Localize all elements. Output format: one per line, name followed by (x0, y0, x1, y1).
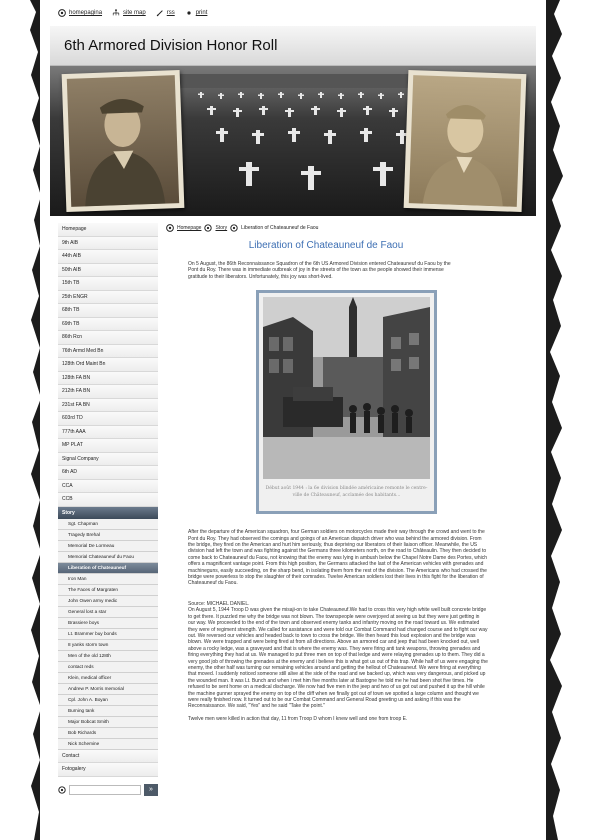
home-icon (58, 9, 66, 17)
sidebar-item[interactable]: 128th FA BN (58, 372, 158, 386)
site-header (50, 26, 536, 66)
sidebar-subitem[interactable]: contact reds (58, 662, 158, 673)
sidebar-search (58, 783, 158, 797)
sidebar-item[interactable]: Fotogalery (58, 763, 158, 777)
rss-icon (156, 9, 164, 17)
source-label: Source: MICHAEL DANIEL. (188, 600, 250, 607)
sidebar-subitem[interactable]: Memorial De Lormeau (58, 541, 158, 552)
sidebar-section-story[interactable]: Story (58, 507, 158, 519)
sidebar-nav (58, 223, 158, 797)
article-closing: Twelve men were killed in action that day, 11 from Troop D whom I knew well and one from troop E. (188, 715, 408, 722)
sidebar-subitem[interactable]: Sgt. Chapman (58, 519, 158, 530)
source-body: On August 5, 1944 Troop D was given the misaji-on to take Chateauneuf.We had to cross this very high white well built concrete bridge to get there. It puzzled me why the bridge was not blown. The townspeople were overjoyed at seeing us but they were just getting in our way. We proceeded to the end of the town and observed enemy tanks and infantry moving on the road toward us. We estimated they were of regiment strength. We called for assistance and were told our Combat Command had changed course and to fight our way out. We reversed our vehicles and headed back to town to cross the bridge. We then heard this loud explosion and the bridge was blown. We were trapped and were being fired at from all directions. Above an armored car and jeep that had been knocked out, well above a rocky ledge, was a graveyard and that is where the enemy was. They were firing anti tank weapons, throwing grenades and firing everything they had at us. We managed to put three men on top of that ledge and were relaying grenades up to them. They did a very good job of throwing the grenades at the enemy and i believe this is what got us out of this trap. While half of us were engaging the enemy, the other half was turning our remaining vehicles around and getting the hellout of Chateauneuf. We were firing at everything that moved. I suddenly noticed someone still alive at the side of the road and we backed up, which was very dangerous, and picked up the wounded man. It was Lt. Bunch and when i met him five months later at Bastogne he told me he had been shot five times. He refused to be sent home on a medical discharge. We now had five men in the jeep and two of us got out and pushed it up the hill while the machine gunner sprayed the enemy on top of the cliff when we finally got out of town we spotted a large column and thought we were really finished now. It turned out to be our Combat Command and General Road greeting us and asking if this was the Reconnaissance. We said, "Yes" and he said "Take the point." (188, 607, 488, 710)
print-icon (185, 9, 193, 17)
sidebar-item[interactable]: MP PLAT (58, 439, 158, 453)
site-title: 6th Armored Division Honor Roll (64, 37, 278, 54)
sidebar-item[interactable]: 25th ENGR (58, 291, 158, 305)
print-link[interactable] (185, 9, 208, 17)
sitemap-label: site map (123, 10, 146, 16)
page-body (40, 0, 546, 840)
search-button[interactable]: » (144, 784, 158, 796)
breadcrumb-homepage[interactable]: Homepage (177, 225, 202, 231)
breadcrumb-story[interactable]: Story (215, 225, 228, 231)
sidebar-item[interactable]: CCA (58, 480, 158, 494)
main-area (40, 223, 546, 840)
sidebar-subitem[interactable]: Major Bobcat Smith (58, 717, 158, 728)
homepagina-label: homepagina (69, 10, 103, 16)
sitemap-icon (112, 9, 120, 17)
sidebar-item[interactable]: 15th TB (58, 277, 158, 291)
liberation-street-photo (263, 297, 430, 479)
portrait-right-photo (404, 70, 527, 212)
sidebar-subitem[interactable]: Andrew P. Morris memorial (58, 684, 158, 695)
sidebar-subitem[interactable]: Iron Man (58, 574, 158, 585)
article-title: Liberation of Chateauneuf de Faou (248, 240, 404, 251)
sidebar-subitem[interactable]: Nick Schemine (58, 739, 158, 750)
utility-bar (40, 0, 546, 26)
sidebar-subitem[interactable]: Memorial Chateauneuf du Faou (58, 552, 158, 563)
separator-icon (230, 224, 238, 232)
sidebar-item[interactable]: 50th AIB (58, 264, 158, 278)
sidebar-subitem[interactable]: Klein, medical officer (58, 673, 158, 684)
article-content (166, 223, 488, 722)
portrait-left-photo (62, 70, 185, 212)
sidebar-item[interactable]: 69th TB (58, 318, 158, 332)
article-intro: On 5 August, the 86th Reconnaissance Squadron of the 6th US Armored Division entered Chateauneuf du Faou by the Pont du Roy. There was in immediate outbreak of joy in the streets of the town as the people showed their immense gratitude to their liberators. Unfortunately, this joy was short-lived. (188, 261, 451, 280)
sidebar-subitem[interactable]: Burning tank (58, 706, 158, 717)
sidebar-subitem[interactable]: Bob Richards (58, 728, 158, 739)
separator-icon (204, 224, 212, 232)
sidebar-item[interactable]: 86th Rcn (58, 331, 158, 345)
sidebar-item[interactable]: 603rd TD (58, 412, 158, 426)
torn-edge-right (546, 0, 594, 840)
article-body: After the departure of the American squadron, four German soldiers on motorcycles made their way through the crowd and went to the Pont du Roy. They had observed the comings and goings of an American dispatch driver who was behind the armored division. From the bridge, they fired on the American and hurt him seriously, thus depriving our liberators of their liaison officer. Meanwhile, the US division had left the town and was fighting against the Germans three kilometers north, on the road to Châteaulin. They then decided to come back to Chateauneuf du Faou, not knowing that the enemy was lying in ambush below the Chapel Notre Dame des Portes, which offers a magnificent vantage point. From this high position, the Germans attacked the last of the American vehicles with grenades and machineguns, easily succeeding, on the sharp bend, in isolating them from the rest of the division. The Americans who had crossed the bridge were powerless to stop the slaughter of their comrades. Twelve American soldiers lost their lives in this fight for the liberation of Chateauneuf du Faou. (188, 529, 488, 587)
sidebar-item[interactable]: 128th Ord Maint Bn (58, 358, 158, 372)
sidebar-item[interactable]: 44th AIB (58, 250, 158, 264)
homepagina-link[interactable] (58, 9, 102, 17)
sidebar-item[interactable]: Contact (58, 750, 158, 764)
sidebar-item[interactable]: Signal Company (58, 453, 158, 467)
home-icon (166, 224, 174, 232)
header-banner (50, 66, 536, 216)
article-photo-frame (256, 290, 437, 514)
sidebar-item[interactable]: 231st FA BN (58, 399, 158, 413)
breadcrumb-current: Liberation of Chateauneuf de Faou (241, 225, 319, 231)
sidebar-subitem[interactable]: Men of the old 128th (58, 651, 158, 662)
photo-caption: Début août 1944 : la 6e division blindée américaine remonte le centre-ville de Châteauneuf, acclamée des habitants... (265, 486, 428, 499)
sidebar-item[interactable]: 68th TB (58, 304, 158, 318)
sidebar-item[interactable]: 6th AD (58, 466, 158, 480)
torn-edge-left (0, 0, 42, 840)
sidebar-subitem[interactable]: Brassiere boys (58, 618, 158, 629)
rss-link[interactable] (156, 9, 175, 17)
sidebar-subitem[interactable]: 8 yanks storm town (58, 640, 158, 651)
print-label: print (195, 10, 208, 16)
sidebar-subitem-active[interactable]: Liberation of Chateauneuf (58, 563, 158, 574)
sidebar-subitem[interactable]: General lost a star (58, 607, 158, 618)
sidebar-item[interactable]: 777th AAA (58, 426, 158, 440)
sidebar-subitem[interactable]: The Faces of Margraten (58, 585, 158, 596)
sidebar-subitem[interactable]: Cpl. John A. Boyan (58, 695, 158, 706)
sidebar-subitem[interactable]: John Owen army medic (58, 596, 158, 607)
sidebar-subitem[interactable]: Lt. Brammer buy bonds (58, 629, 158, 640)
sidebar-item[interactable]: 212th FA BN (58, 385, 158, 399)
sidebar-item[interactable]: Homepage (58, 223, 158, 237)
sidebar-item[interactable]: CCB (58, 493, 158, 507)
rss-label: rss (166, 10, 175, 16)
sidebar-item[interactable]: 76th Armd Med Bn (58, 345, 158, 359)
search-input[interactable] (69, 785, 141, 795)
search-icon (58, 786, 66, 794)
sitemap-link[interactable] (112, 9, 146, 17)
breadcrumb (166, 223, 466, 233)
sidebar-item[interactable]: 9th AIB (58, 237, 158, 251)
sidebar-subitem[interactable]: Tragedy Brehal (58, 530, 158, 541)
